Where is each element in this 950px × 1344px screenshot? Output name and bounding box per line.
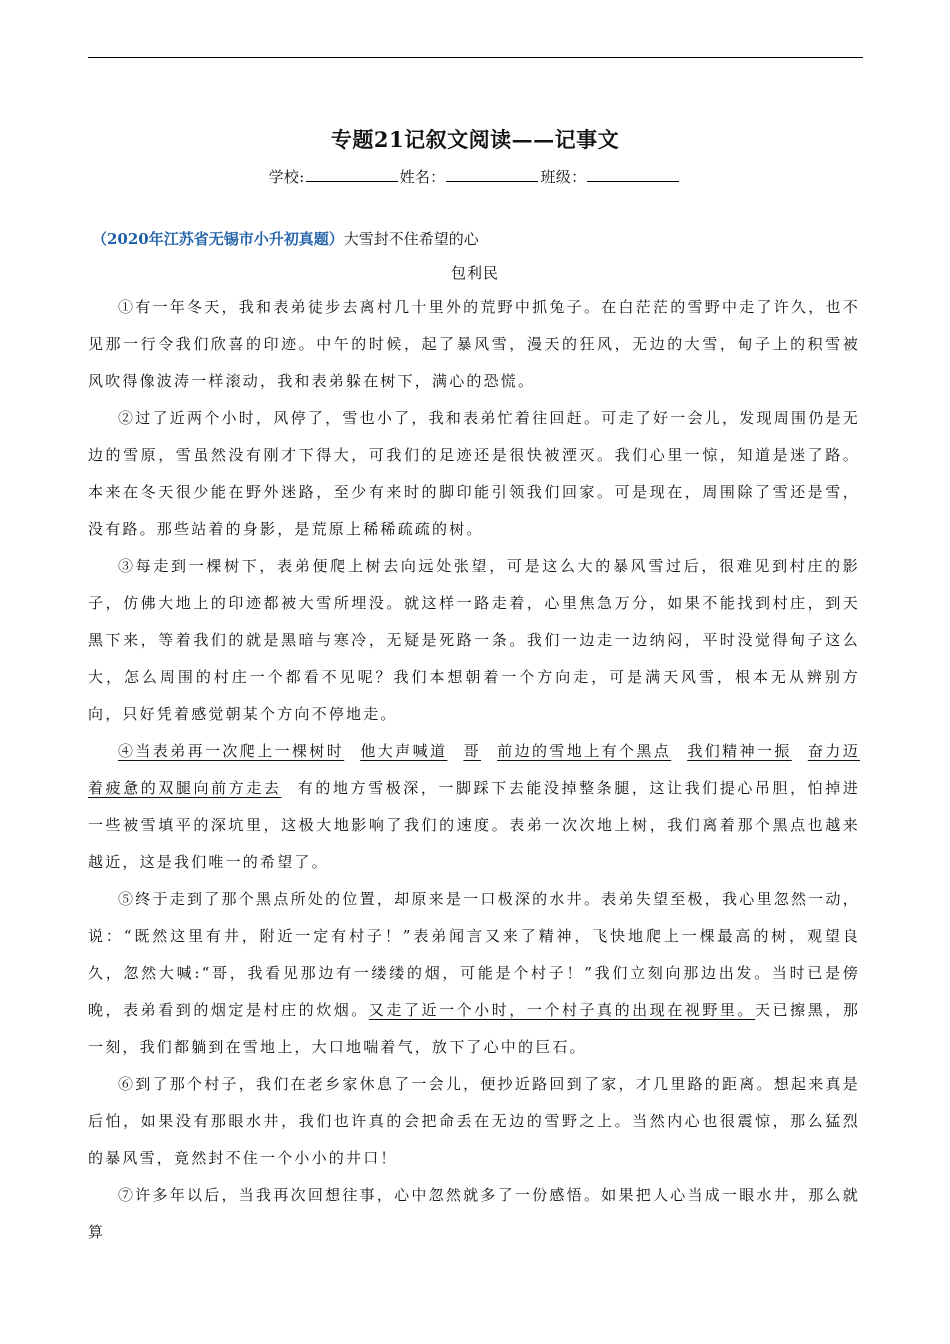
class-label: 班级： — [540, 168, 587, 186]
name-label: 姓名： — [399, 168, 446, 186]
header-rule — [88, 57, 863, 58]
class-blank[interactable] — [587, 167, 679, 182]
passage-title: 大雪封不住希望的心 — [343, 230, 479, 248]
name-blank[interactable] — [446, 167, 538, 182]
student-info-fields — [0, 166, 950, 187]
passage-author: 包利民 — [450, 264, 499, 282]
underlined-segment: ④当表弟再一次爬上一棵树时 他大声喊道 哥 前边的雪地上有个黑点 我们精神一振 奋力迈着疲惫的双腿向前方走去 — [88, 742, 860, 797]
underlined-sentence: 又走了近一个小时，一个村子真的出现在视野里。 — [368, 1001, 756, 1019]
paragraph-1: ①有一年冬天，我和表弟徒步去离村几十里外的荒野中抓兔子。在白茫茫的雪野中走了许久，也不见那一行令我们欣喜的印迹。中午的时候，起了暴风雪，漫天的狂风，无边的大雪，甸子上的积雪被风吹得像波涛一样滚动，我和表弟躲在树下，满心的恐慌。 — [88, 298, 860, 390]
paragraph-4 — [88, 733, 860, 881]
page-title: 专题21记叙文阅读——记事文 — [330, 127, 620, 152]
school-blank[interactable] — [306, 167, 398, 182]
school-label: 学校: — [268, 168, 305, 186]
paragraph-5: ⑤终于走到了那个黑点所处的位置，却原来是一口极深的水井。表弟失望至极，我心里忽然一动，说：“既然这里有井，附近一定有村子！”表弟闻言又来了精神，飞快地爬上一棵最高的树，观望良久，忽然大喊:“哥，我看见那边有一缕缕的烟，可能是个村子！”我们立刻向那边出发。当时已是傍晚，表弟看到的烟定是村庄的炊烟。又走了近一个小时，一个村子真的出现在视野里。天已擦黑，那一刻，我们都躺到在雪地上，大口地喘着气，放下了心中的巨石。 — [88, 890, 861, 1056]
paragraph-7: ⑦许多年以后，当我再次回想往事，心中忽然就多了一份感悟。如果把人心当成一眼水井，那么就算 — [88, 1186, 860, 1241]
paragraph-6: ⑥到了那个村子，我们在老乡家休息了一会儿，便抄近路回到了家，才几里路的距离。想起来真是后怕，如果没有那眼水井，我们也许真的会把命丢在无边的雪野之上。当然内心也很震惊，那么猛烈的暴风雪，竟然封不住一个小小的井口！ — [88, 1075, 860, 1167]
paragraph-2: ②过了近两个小时，风停了，雪也小了，我和表弟忙着往回赶。可走了好一会儿，发现周围仍是无边的雪原，雪虽然没有刚才下得大，可我们的足迹还是很快被湮灭。我们心里一惊，知道是迷了路。本来在冬天很少能在野外迷路，至少有来时的脚印能引领我们回家。可是现在，周围除了雪还是雪，没有路。那些站着的身影，是荒原上稀稀疏疏的树。 — [88, 409, 860, 538]
paragraph-4-rest: 有的地方雪极深，一脚踩下去能没掉整条腿，这让我们提心吊胆，怕掉进一些被雪填平的深坑里，这极大地影响了我们的速度。表弟一次次地上树，我们离着那个黑点也越来越近，这是我们唯一的希望了。 — [88, 779, 861, 871]
passage-heading — [92, 228, 479, 249]
exam-source: （2020年江苏省无锡市小升初真题） — [92, 230, 344, 248]
paragraph-3: ③每走到一棵树下，表弟便爬上树去向远处张望，可是这么大的暴风雪过后，很难见到村庄的影子，仿佛大地上的印迹都被大雪所埋没。就这样一路走着，心里焦急万分，如果不能找到村庄，到天黑下来，等着我们的就是黑暗与寒冷，无疑是死路一条。我们一边走一边纳闷，平时没觉得甸子这么大，怎么周围的村庄一个都看不见呢？我们本想朝着一个方向走，可是满天风雪，根本无从辨别方向，只好凭着感觉朝某个方向不停地走。 — [88, 557, 860, 723]
article-body — [88, 289, 860, 1251]
